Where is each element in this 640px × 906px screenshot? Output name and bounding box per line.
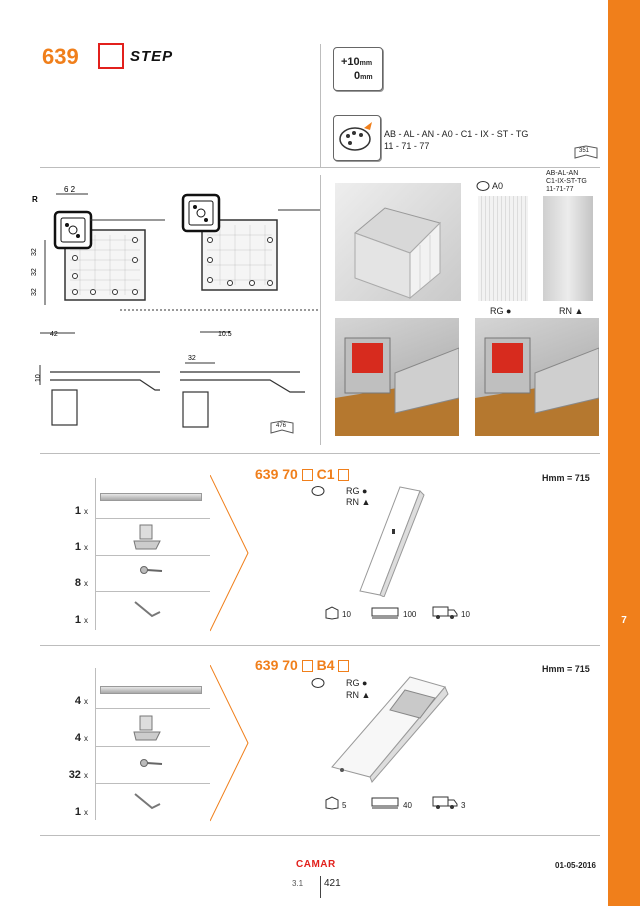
kit2-screw-part: [140, 756, 164, 768]
install-photo-1: [335, 318, 459, 436]
section-tab-number: 7: [621, 615, 627, 626]
product-name: STEP: [130, 48, 174, 65]
kit2-chevron: [210, 665, 250, 825]
kit1-qty-2: 1 x: [74, 541, 88, 553]
kit1-box-image: [352, 485, 432, 597]
profile-image: [335, 183, 461, 301]
catalog-ref-351: 351: [574, 145, 598, 159]
section-divider-3: [40, 645, 600, 646]
dim-32b: 32: [31, 268, 38, 276]
kit2-truck-icon: [432, 794, 458, 810]
dim-32c: 32: [31, 288, 38, 296]
kit1-box-icon: [324, 606, 340, 620]
finishes-badge: [333, 115, 381, 161]
kit2-box-image: [320, 672, 460, 784]
dim-105: 10.5: [218, 331, 232, 338]
kit1-chevron: [210, 475, 250, 635]
dim-10: 10: [35, 374, 42, 382]
drawing-divider: [320, 175, 321, 445]
profile-photo: [335, 183, 461, 301]
adjust-bottom: 0: [354, 70, 361, 82]
kit1-pallet-icon: [370, 606, 400, 620]
dim-42: 42: [50, 331, 58, 338]
section-divider-1: [40, 167, 600, 168]
kit2-rn: RN ▲: [346, 690, 371, 700]
dim-32a: 32: [31, 248, 38, 256]
palette-icon-kit1: [310, 485, 326, 497]
footer-section: 3.1: [292, 879, 304, 888]
footer-date: 01-05-2016: [555, 861, 596, 870]
kit2-height: Hmm = 715: [542, 664, 590, 674]
kit2-qty-2: 4 x: [74, 732, 88, 744]
kit2-bracket-part: [132, 714, 162, 742]
leg-photo-a0: [478, 196, 528, 301]
page-number: 421: [324, 878, 341, 889]
technical-drawing: [30, 180, 320, 450]
kit2-code: 639 70 B4: [255, 657, 349, 673]
kit2-pallet-icon: [370, 796, 400, 810]
kit1-pack-box: 10: [342, 610, 351, 619]
install-image-1: [335, 318, 459, 436]
finishes-line2: 11 - 71 - 77: [384, 141, 430, 151]
kit1-rg: RG ●: [346, 486, 368, 496]
adjust-top: +10: [341, 56, 360, 68]
kit1-pack-truck: 10: [461, 610, 470, 619]
palette-icon-a0: [475, 180, 491, 192]
kit2-key-part: [132, 790, 162, 812]
kit1-code: 639 70 C1: [255, 466, 349, 482]
kit2-pack-box: 5: [342, 801, 347, 810]
kit1-screw-part: [140, 563, 164, 575]
section-divider-2: [40, 453, 600, 454]
label-rg: RG ●: [490, 306, 512, 316]
kit1-bracket-part: [132, 523, 162, 551]
label-multi-finishes: AB-AL-AN C1-IX-ST-TG 11-71-77: [546, 170, 587, 193]
adjust-unit-top: mm: [359, 60, 373, 67]
install-image-2: [475, 318, 599, 436]
kit2-box-icon: [324, 796, 340, 810]
kit2-pack-truck: 3: [461, 801, 466, 810]
catalog-ref-476: 476: [270, 420, 294, 434]
kit1-rn: RN ▲: [346, 497, 371, 507]
label-rn: RN ▲: [559, 306, 584, 316]
color-swatch-box: [98, 43, 124, 69]
palette-icon: [334, 116, 380, 160]
finishes-line1: AB - AL - AN - A0 - C1 - IX - ST - TG: [384, 129, 529, 139]
section-divider-4: [40, 835, 600, 836]
kit1-profile-part: [100, 493, 202, 501]
label-a0: A0: [492, 181, 504, 191]
kit1-key-part: [132, 598, 162, 620]
height-adjust-badge: [333, 47, 383, 91]
kit1-truck-icon: [432, 604, 458, 620]
dim-radius: R: [32, 195, 38, 204]
install-photo-2: [475, 318, 599, 436]
kit2-rg: RG ●: [346, 678, 368, 688]
kit2-profile-part: [100, 686, 202, 694]
kit2-qty-1: 4 x: [74, 695, 88, 707]
kit1-qty-3: 8 x: [74, 577, 88, 589]
kit1-qty-1: 1 x: [74, 505, 88, 517]
brand-logo: CAMAR: [296, 859, 336, 870]
dim-32d: 32: [188, 355, 196, 362]
section-tab: [608, 0, 640, 906]
kit2-qty-3: 32 x: [68, 769, 88, 781]
product-code: 639: [42, 44, 79, 69]
dim-62: 6 2: [64, 185, 76, 194]
header-divider: [320, 44, 321, 167]
kit1-qty-4: 1 x: [74, 614, 88, 626]
adjust-unit-bottom: mm: [360, 74, 373, 81]
leg-photo-multi: [543, 196, 593, 301]
kit1-height: Hmm = 715: [542, 473, 590, 483]
kit2-qty-4: 1 x: [74, 806, 88, 818]
kit2-pack-pallet: 40: [403, 801, 412, 810]
kit1-pack-pallet: 100: [403, 610, 417, 619]
footer-divider: [320, 876, 321, 898]
